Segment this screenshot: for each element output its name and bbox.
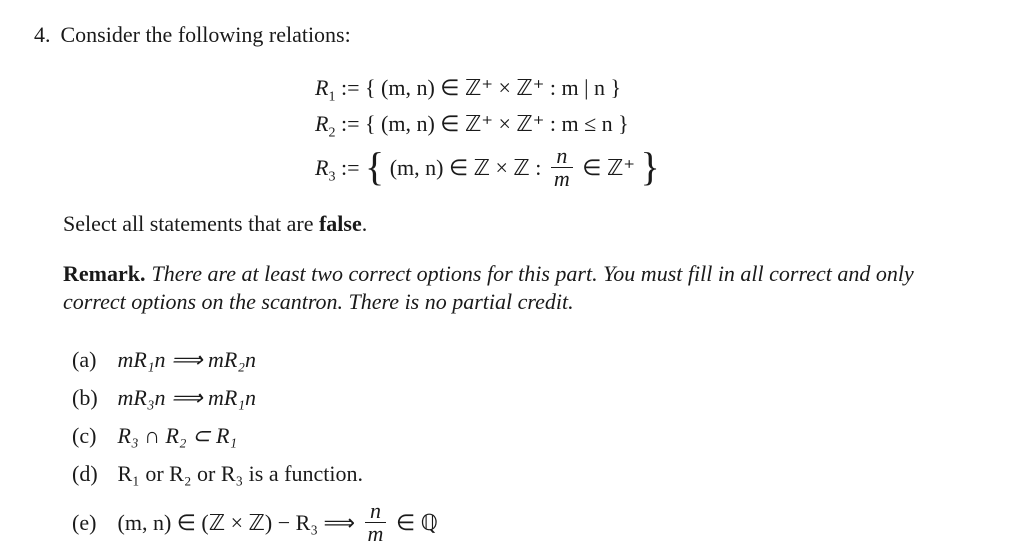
option-label: (c) <box>72 423 97 448</box>
option-label: (e) <box>72 510 97 535</box>
option-e[interactable] <box>72 497 438 549</box>
relation-name: $R_2$ <box>315 111 336 141</box>
option-text: R₃ ∩ R₂ ⊂ R₁ <box>117 423 238 448</box>
fraction-denominator: m <box>367 521 384 547</box>
open-brace: { <box>364 143 385 189</box>
option-text-suffix: ∈ ℚ <box>395 510 438 535</box>
option-text: mR₁n ⟹ mR₂n <box>117 347 256 372</box>
remark <box>63 260 943 316</box>
relation-def-suffix: ∈ ℤ⁺ <box>582 155 635 180</box>
question-number: 4. <box>34 22 51 47</box>
instruction-text: Select all statements that are <box>63 211 314 236</box>
option-label: (a) <box>72 347 97 372</box>
option-label: (d) <box>72 461 98 486</box>
option-text: mR₃n ⟹ mR₁n <box>117 385 256 410</box>
instruction-emphasis: false <box>318 211 362 236</box>
remark-text: There are at least two correct options for this part. You must fill in all correct and only correct options on the scantron. There is no partial credit. <box>63 261 914 314</box>
option-d[interactable] <box>72 455 438 493</box>
instruction-period: . <box>361 211 368 236</box>
relation-def-prefix: := <box>340 155 360 180</box>
option-label: (b) <box>72 385 98 410</box>
instruction <box>63 211 367 237</box>
question-header <box>34 22 351 48</box>
close-brace: } <box>640 143 660 189</box>
relation-r1 <box>315 70 660 106</box>
fraction-numerator: n <box>365 500 387 523</box>
relation-name: $R_3$ <box>315 155 336 185</box>
remark-label: Remark. <box>63 261 146 286</box>
option-b[interactable] <box>72 379 438 417</box>
relation-definition: := { (m, n) ∈ ℤ⁺ × ℤ⁺ : m ≤ n } <box>340 111 629 136</box>
fraction <box>365 500 387 545</box>
option-text: R₁ or R₂ or R₃ is a function. <box>117 461 363 486</box>
option-a[interactable] <box>72 341 438 379</box>
question-prompt: Consider the following relations: <box>60 22 351 47</box>
relation-definition: := { (m, n) ∈ ℤ⁺ × ℤ⁺ : m | n } <box>340 75 622 100</box>
fraction-numerator: n <box>551 145 573 168</box>
option-c[interactable] <box>72 417 438 455</box>
fraction-denominator: m <box>553 166 570 192</box>
relation-r2 <box>315 106 660 142</box>
fraction <box>551 145 573 190</box>
option-text: (m, n) ∈ (ℤ × ℤ) − R₃ ⟹ <box>117 510 356 535</box>
relation-r3 <box>315 142 660 194</box>
relation-def-middle: (m, n) ∈ ℤ × ℤ : <box>389 155 542 180</box>
answer-options <box>72 341 438 549</box>
relations-block <box>315 70 660 194</box>
relation-name: $R_1$ <box>315 75 336 105</box>
